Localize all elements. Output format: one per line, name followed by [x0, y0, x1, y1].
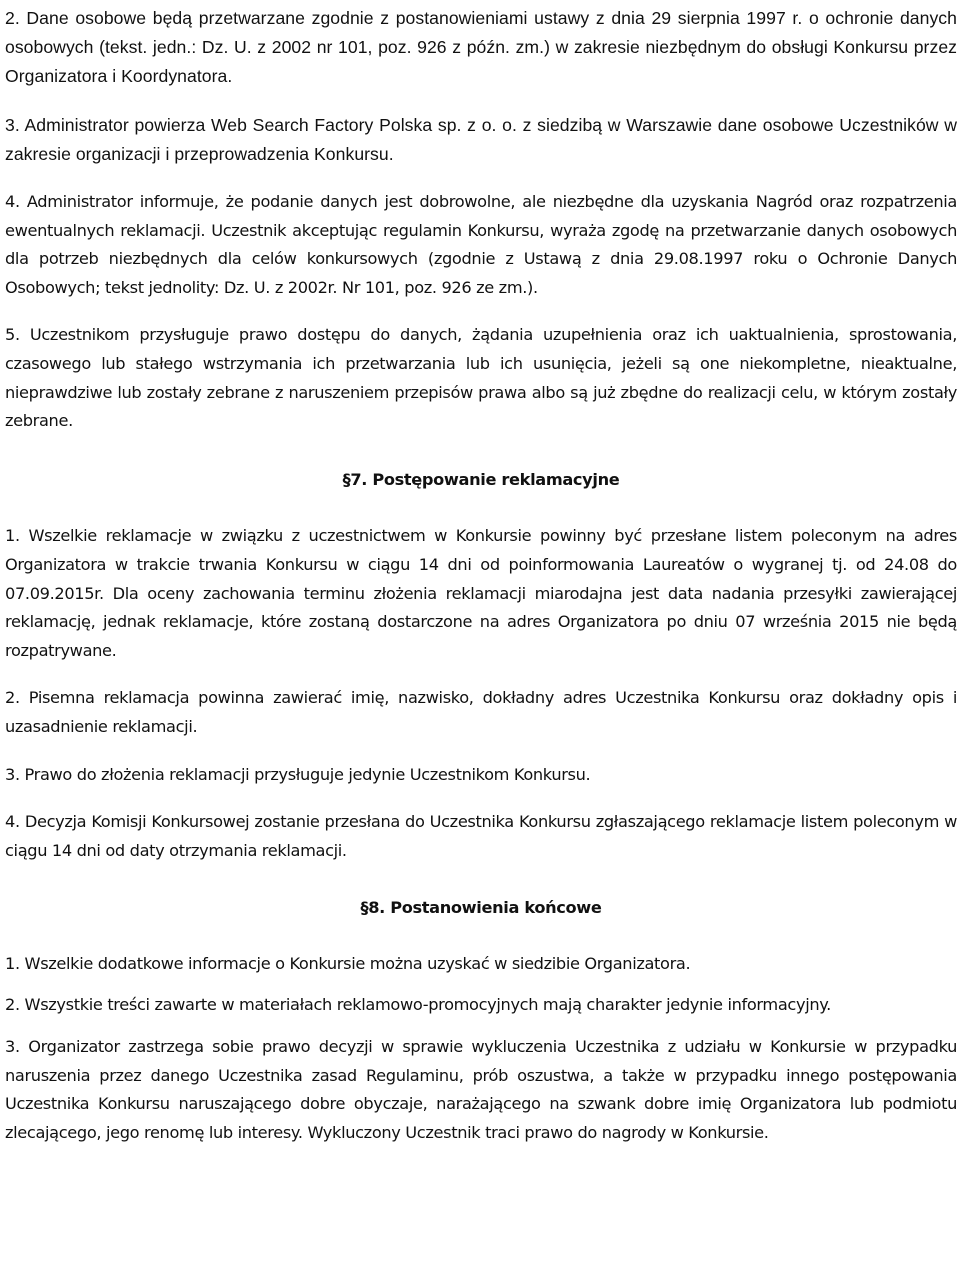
data-protection-paragraph-5: 5. Uczestnikom przysługuje prawo dostępu do danych, żądania uzupełnienia oraz ich uaktualnienia, sprostowania, czasowego lub stałego wstrzymania ich przetwarzania lub ich usunięcia, jeżeli są one niekompletne, nieaktualne, nieprawdziwe lub zostały zebrane z naruszeniem przepisów prawa albo są już zbędne do realizacji celu, w którym zostały zebrane.	[5, 325, 957, 431]
complaints-paragraph-2: 2. Pisemna reklamacja powinna zawierać imię, nazwisko, dokładny adres Uczestnika Konkursu oraz dokładny opis i uzasadnienie reklamacji.	[5, 688, 957, 736]
complaints-paragraph-4: 4. Decyzja Komisji Konkursowej zostanie przesłana do Uczestnika Konkursu zgłaszającego reklamacje listem poleconym w ciągu 14 dni od daty otrzymania reklamacji.	[5, 812, 957, 860]
data-protection-paragraph-4: 4. Administrator informuje, że podanie danych jest dobrowolne, ale niezbędne dla uzyskania Nagród oraz rozpatrzenia ewentualnych reklamacji. Uczestnik akceptując regulamin Konkursu, wyraża zgodę na przetwarzanie danych osobowych dla potrzeb niezbędnych dla celów konkursowych (zgodnie z Ustawą z dnia 29.08.1997 roku o Ochronie Danych Osobowych; tekst jednolity: Dz. U. z 2002r. Nr 101, poz. 926 ze zm.).	[5, 192, 957, 297]
data-protection-paragraph-3: 3. Administrator powierza Web Search Factory Polska sp. z o. o. z siedzibą w Warszawie dane osobowe Uczestników w zakresie organizacji i przeprowadzenia Konkursu.	[5, 115, 957, 164]
data-protection-paragraph-2: 2. Dane osobowe będą przetwarzane zgodnie z postanowieniami ustawy z dnia 29 sierpnia 1997 r. o ochronie danych osobowych (tekst. jedn.: Dz. U. z 2002 nr 101, poz. 926 z późn. zm.) w zakresie niezbędnym do obsługi Konkursu przez Organizatora i Koordynatora.	[5, 8, 957, 86]
section-7-heading: §7. Postępowanie reklamacyjne	[342, 469, 620, 489]
final-provisions-paragraph-1: 1. Wszelkie dodatkowe informacje o Konkursie można uzyskać w siedzibie Organizatora.	[5, 953, 691, 973]
final-provisions-paragraph-3: 3. Organizator zastrzega sobie prawo decyzji w sprawie wykluczenia Uczestnika z udziału w Konkursie w przypadku naruszenia przez danego Uczestnika zasad Regulaminu, prób oszustwa, a także w przypadku innego postępowania Uczestnika Konkursu naruszającego dobre obyczaje, narażającego na szwank dobre imię Organizatora lub podmiotu zlecającego, jego renomę lub interesy. Wykluczony Uczestnik traci prawo do nagrody w Konkursie.	[5, 1037, 957, 1142]
final-provisions-paragraph-2: 2. Wszystkie treści zawarte w materiałach reklamowo-promocyjnych mają charakter jedynie informacyjny.	[5, 995, 831, 1015]
complaints-paragraph-1: 1. Wszelkie reklamacje w związku z uczestnictwem w Konkursie powinny być przesłane listem poleconym na adres Organizatora w trakcie trwania Konkursu w ciągu 14 dni od poinformowania Laureatów o wygranej tj. od 24.08 do 07.09.2015r. Dla oceny zachowania terminu złożenia reklamacji miarodajna jest data nadania przesyłki zawierającej reklamację, jednak reklamacje, które zostaną dostarczone na adres Organizatora po dniu 07 września 2015 nie będą rozpatrywane.	[5, 526, 957, 660]
document-page	[5, 4, 957, 1147]
section-8-heading: §8. Postanowienia końcowe	[360, 898, 602, 918]
complaints-paragraph-3: 3. Prawo do złożenia reklamacji przysługuje jedynie Uczestnikom Konkursu.	[5, 764, 591, 784]
